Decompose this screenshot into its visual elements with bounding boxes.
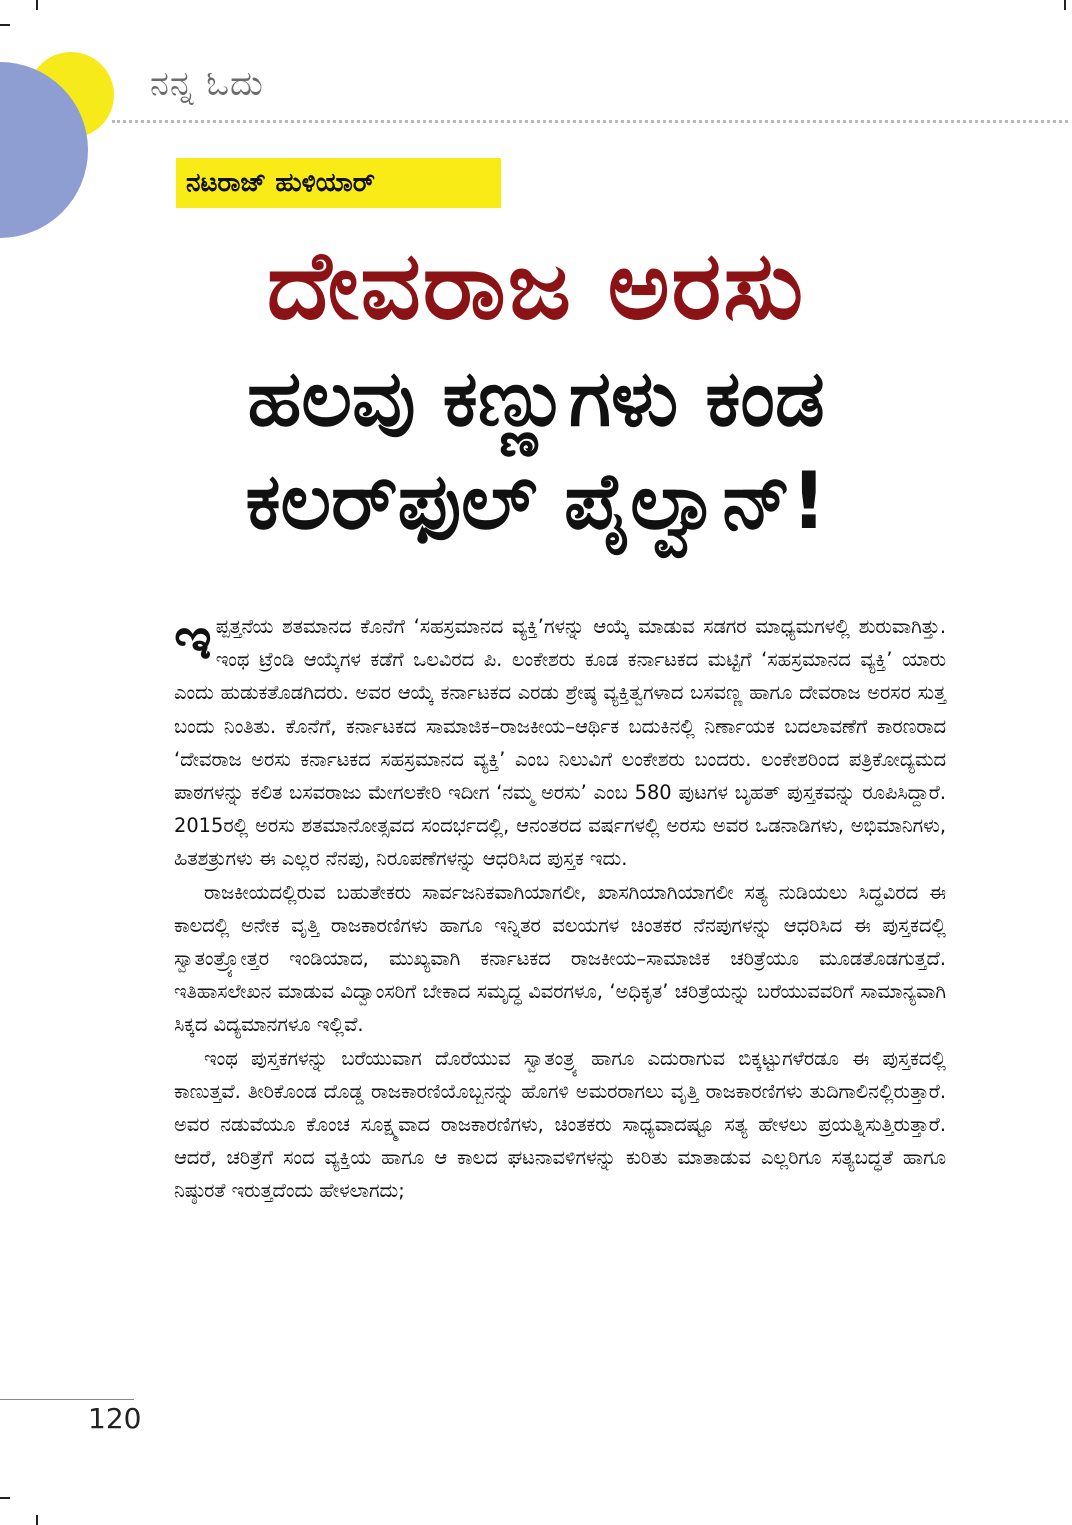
headline-subtitle (0, 348, 1072, 554)
drop-cap: ಇ (174, 604, 212, 672)
article-paragraph (174, 604, 946, 876)
article-paragraph: ರಾಜಕೀಯದಲ್ಲಿರುವ ಬಹುತೇಕರು ಸಾರ್ವಜನಿಕವಾಗಿಯಾಗಲೀ, ಖಾಸಗಿಯಾಗಿಯಾಗಲೀ ಸತ್ಯ ನುಡಿಯಲು ಸಿದ್ಧವಿರದ ಈ ಕಾಲದಲ್ಲಿ ಅನೇಕ ವೃತ್ತಿ ರಾಜಕಾರಣಿಗಳು ಹಾಗೂ ಇನ್ನಿತರ ವಲಯಗಳ ಚಿಂತಕರ ನೆನಪುಗಳನ್ನು ಆಧರಿಸಿದ ಈ ಪುಸ್ತಕದಲ್ಲಿ ಸ್ವಾತಂತ್ರ್ಯೋತ್ತರ ಇಂಡಿಯಾದ, ಮುಖ್ಯವಾಗಿ ಕರ್ನಾಟಕದ ರಾಜಕೀಯ–ಸಾಮಾಜಿಕ ಚರಿತ್ರೆಯೂ ಮೂಡತೊಡಗುತ್ತದೆ. ಇತಿಹಾಸಲೇಖನ ಮಾಡುವ ವಿದ್ವಾಂಸರಿಗೆ ಬೇಕಾದ ಸಮೃದ್ಧ ವಿವರಗಳೂ, ‘ಅಧಿಕೃತ’ ಚರಿತ್ರೆಯನ್ನು ಬರೆಯುವವರಿಗೆ ಸಾಮಾನ್ಯವಾಗಿ ಸಿಕ್ಕದ ವಿದ್ಯಮಾನಗಳೂ ಇಲ್ಲಿವೆ. (174, 880, 946, 1037)
headline-subtitle-line2: ಕಲರ್‌ಫುಲ್ ಪೈಲ್ವಾನ್! (245, 456, 827, 547)
author-badge: ನಟರಾಜ್ ಹುಳಿಯಾರ್ (176, 158, 501, 208)
crop-mark (0, 1497, 10, 1499)
article-paragraph: ಇಂಥ ಪುಸ್ತಕಗಳನ್ನು ಬರೆಯುವಾಗ ದೊರೆಯುವ ಸ್ವಾತಂತ್ರ್ಯ ಹಾಗೂ ಎದುರಾಗುವ ಬಿಕ್ಕಟ್ಟುಗಳೆರಡೂ ಈ ಪುಸ್ತಕದಲ್ಲಿ ಕಾಣುತ್ತವೆ. ತೀರಿಕೊಂಡ ದೊಡ್ಡ ರಾಜಕಾರಣಿಯೊಬ್ಬನನ್ನು ಹೊಗಳಿ ಅಮರರಾಗಲು ವೃತ್ತಿ ರಾಜಕಾರಣಿಗಳು ತುದಿಗಾಲಿನಲ್ಲಿರುತ್ತಾರೆ. ಅವರ ನಡುವೆಯೂ ಕೊಂಚ ಸೂಕ್ಷ್ಮವಾದ ರಾಜಕಾರಣಿಗಳು, ಚಿಂತಕರು ಸಾಧ್ಯವಾದಷ್ಟೂ ಸತ್ಯ ಹೇಳಲು ಪ್ರಯತ್ನಿಸುತ್ತಿರುತ್ತಾರೆ. ಆದರೆ, ಚರಿತ್ರೆಗೆ ಸಂದ ವ್ಯಕ್ತಿಯ ಹಾಗೂ ಆ ಕಾಲದ ಘಟನಾವಳಿಗಳನ್ನು ಕುರಿತು ಮಾತಾಡುವ ಎಲ್ಲರಿಗೂ ಸತ್ಯಬದ್ಧತೆ ಹಾಗೂ ನಿಷ್ಠುರತೆ ಇರುತ್ತದೆಂದು ಹೇಳಲಾಗದು; (174, 1046, 946, 1203)
crop-mark (1064, 0, 1066, 10)
footer-rule (0, 1399, 134, 1400)
dotted-divider (112, 120, 1068, 123)
paragraph-text: ಪ್ಪತ್ತನೆಯ ಶತಮಾನದ ಕೊನೆಗೆ ‘ಸಹಸ್ರಮಾನದ ವ್ಯಕ್ತಿ’ಗಳನ್ನು ಆಯ್ಕೆ ಮಾಡುವ ಸಡಗರ ಮಾಧ್ಯಮಗಳಲ್ಲಿ ಶುರುವಾಗಿತ್ತು. ಇಂಥ ಟ್ರೆಂಡಿ ಆಯ್ಕೆಗಳ ಕಡೆಗೆ ಒಲವಿರದ ಪಿ. ಲಂಕೇಶರು ಕೂಡ ಕರ್ನಾಟಕದ ಮಟ್ಟಿಗೆ ‘ಸಹಸ್ರಮಾನದ ವ್ಯಕ್ತಿ’ ಯಾರು ಎಂದು ಹುಡುಕತೊಡಗಿದರು. ಅವರ ಆಯ್ಕೆ ಕರ್ನಾಟಕದ ಎರಡು ಶ್ರೇಷ್ಠ ವ್ಯಕ್ತಿತ್ವಗಳಾದ ಬಸವಣ್ಣ ಹಾಗೂ ದೇವರಾಜ ಅರಸರ ಸುತ್ತ ಬಂದು ನಿಂತಿತು. ಕೊನೆಗೆ, ಕರ್ನಾಟಕದ ಸಾಮಾಜಿಕ–ರಾಜಕೀಯ–ಆರ್ಥಿಕ ಬದುಕಿನಲ್ಲಿ ನಿರ್ಣಾಯಕ ಬದಲಾವಣೆಗೆ ಕಾರಣರಾದ ‘ದೇವರಾಜ ಅರಸು ಕರ್ನಾಟಕದ ಸಹಸ್ರಮಾನದ ವ್ಯಕ್ತಿ’ ಎಂಬ ನಿಲುವಿಗೆ ಲಂಕೇಶರು ಬಂದರು. ಲಂಕೇಶರಿಂದ ಪತ್ರಿಕೋದ್ಯಮದ ಪಾಠಗಳನ್ನು ಕಲಿತ ಬಸವರಾಜು ಮೇಗಲಕೇರಿ ಇದೀಗ ‘ನಮ್ಮ ಅರಸು’ ಎಂಬ 580 ಪುಟಗಳ ಬೃಹತ್ ಪುಸ್ತಕವನ್ನು ರೂಪಿಸಿದ್ದಾರೆ. 2015ರಲ್ಲಿ ಅರಸು ಶತಮಾನೋತ್ಸವದ ಸಂದರ್ಭದಲ್ಲಿ, ಆನಂತರದ ವರ್ಷಗಳಲ್ಲಿ ಅರಸು ಅವರ ಒಡನಾಡಿಗಳು, ಅಭಿಮಾನಿಗಳು, ಹಿತಶತ್ರುಗಳು ಈ ಎಲ್ಲರ ನೆನಪು, ನಿರೂಪಣೆಗಳನ್ನು ಆಧರಿಸಿದ ಪುಸ್ತಕ ಇದು. (174, 615, 946, 871)
section-label: ನನ್ನ ಓದು (150, 64, 264, 104)
crop-mark (36, 1515, 38, 1525)
headline-name: ದೇವರಾಜ ಅರಸು (266, 232, 806, 341)
headline-subtitle-line1: ಹಲವು ಕಣ್ಣುಗಳು ಕಂಡ (247, 354, 825, 444)
crop-mark (0, 24, 10, 26)
page-number: 120 (88, 1402, 142, 1435)
crop-mark (36, 0, 38, 10)
article-body (174, 604, 946, 1208)
